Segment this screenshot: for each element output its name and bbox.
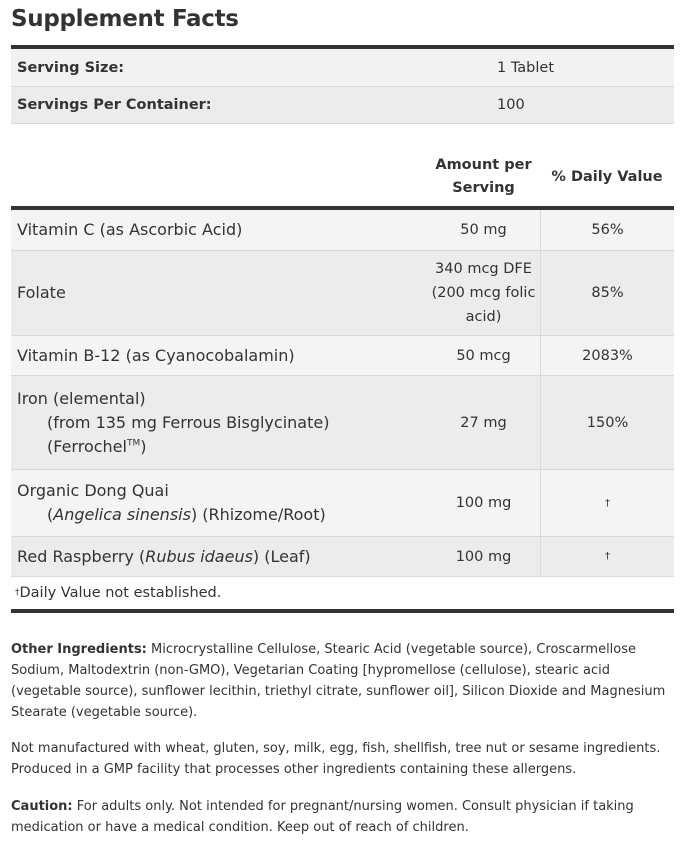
serving-size-value: 1 Tablet — [497, 59, 555, 76]
ingredient-amount: 27 mg — [460, 414, 507, 431]
ingredient-amount: 50 mg — [460, 222, 507, 238]
ingredient-name-text: Vitamin B-12 (as Cyanocobalamin) — [17, 345, 295, 365]
dagger-mark: † — [15, 588, 20, 598]
ingredient-daily-value: 150% — [540, 376, 674, 469]
botanical-name: Angelica sinensis — [53, 505, 191, 524]
table-header — [11, 148, 674, 206]
footnote-text: Daily Value not established. — [19, 585, 222, 601]
paren-open: ( — [47, 505, 54, 524]
caution-text: For adults only. Not intended for pregnant/nursing women. Consult physician if taking medication or have a medical condition. Keep out of reach of children. — [11, 799, 634, 835]
ingredient-amount: 100 mg — [455, 495, 512, 511]
amount-line3: acid) — [465, 309, 502, 325]
table-row — [11, 251, 674, 336]
ingredient-daily-value: 56% — [540, 210, 674, 250]
amount-line1: 340 mcg DFE — [435, 261, 532, 277]
serving-size-label: Serving Size: — [17, 59, 125, 76]
header-amount-line2: Serving — [452, 180, 515, 196]
ingredient-daily-value: 85% — [540, 251, 674, 335]
allergen-statement: Not manufactured with wheat, gluten, soy, milk, egg, fish, shellfish, tree nut or sesame ingredients. Produced in a GMP facility that processes other ingredients containing these allergens. — [11, 741, 661, 777]
table-row — [11, 210, 674, 251]
trademark-name: (Ferrochel — [47, 436, 127, 456]
serving-size-row — [11, 49, 674, 87]
plant-part: ) (Rhizome/Root) — [190, 505, 326, 524]
ingredient-name-text: Folate — [17, 283, 66, 302]
caution-statement — [11, 796, 671, 838]
ingredient-source — [17, 503, 421, 527]
table-row — [11, 336, 674, 376]
amount-line2: (200 mcg folic — [431, 285, 536, 301]
botanical-name: Rubus idaeus — [145, 546, 253, 566]
other-ingredients — [11, 639, 671, 723]
table-row — [11, 376, 674, 470]
table-row — [11, 470, 674, 537]
header-amount-line1: Amount per — [435, 157, 532, 173]
serving-info — [11, 45, 674, 124]
ingredient-amount: 100 mg — [455, 548, 512, 565]
servings-per-container-label: Servings Per Container: — [17, 97, 212, 113]
ingredient-daily-value: † — [540, 537, 674, 576]
trademark-close: ) — [140, 436, 147, 456]
header-daily-value: % Daily Value — [551, 168, 663, 185]
ingredient-daily-value: 2083% — [540, 336, 674, 375]
ingredient-name-text: Organic Dong Quai — [17, 481, 169, 500]
ingredient-name — [11, 470, 427, 536]
other-ingredients-label: Other Ingredients: — [11, 642, 147, 657]
ingredient-name — [11, 336, 427, 375]
ingredient-name-text: Red Raspberry ( — [17, 546, 146, 566]
table-body — [11, 206, 674, 613]
ingredient-amount — [427, 251, 540, 335]
ingredient-source: (from 135 mg Ferrous Bisglycinate) — [47, 412, 330, 432]
ingredient-name-text: Vitamin C (as Ascorbic Acid) — [17, 220, 243, 239]
ingredient-name — [11, 210, 427, 250]
ingredient-name — [11, 376, 427, 469]
plant-part: ) (Leaf) — [252, 546, 311, 566]
ingredient-amount: 50 mcg — [456, 347, 511, 364]
caution-label: Caution: — [11, 799, 73, 814]
supplement-facts-table — [11, 148, 674, 613]
ingredient-name — [11, 251, 427, 335]
servings-per-container-value: 100 — [497, 97, 525, 113]
daily-value-footnote — [11, 577, 674, 613]
ingredient-name-text: Iron (elemental) — [17, 388, 146, 408]
other-ingredients-text: Microcrystalline Cellulose, Stearic Acid (vegetable source), Croscarmellose Sodium, Maltodextrin (non-GMO), Vegetarian Coating [hypromellose (cellulose), stearic acid (vegetable source), sunflower lecithin, triethyl citrate, sunflower oil], Silicon Dioxide and Magnesium Stearate (vegetable source). — [11, 642, 666, 720]
servings-per-container-row — [11, 87, 674, 124]
page-title: Supplement Facts — [11, 6, 239, 32]
header-amount — [427, 154, 540, 200]
ingredient-daily-value: † — [540, 470, 674, 536]
ingredient-trademark — [17, 435, 421, 459]
table-row — [11, 537, 674, 577]
trademark-symbol: TM — [126, 438, 141, 449]
ingredient-name — [11, 537, 427, 576]
